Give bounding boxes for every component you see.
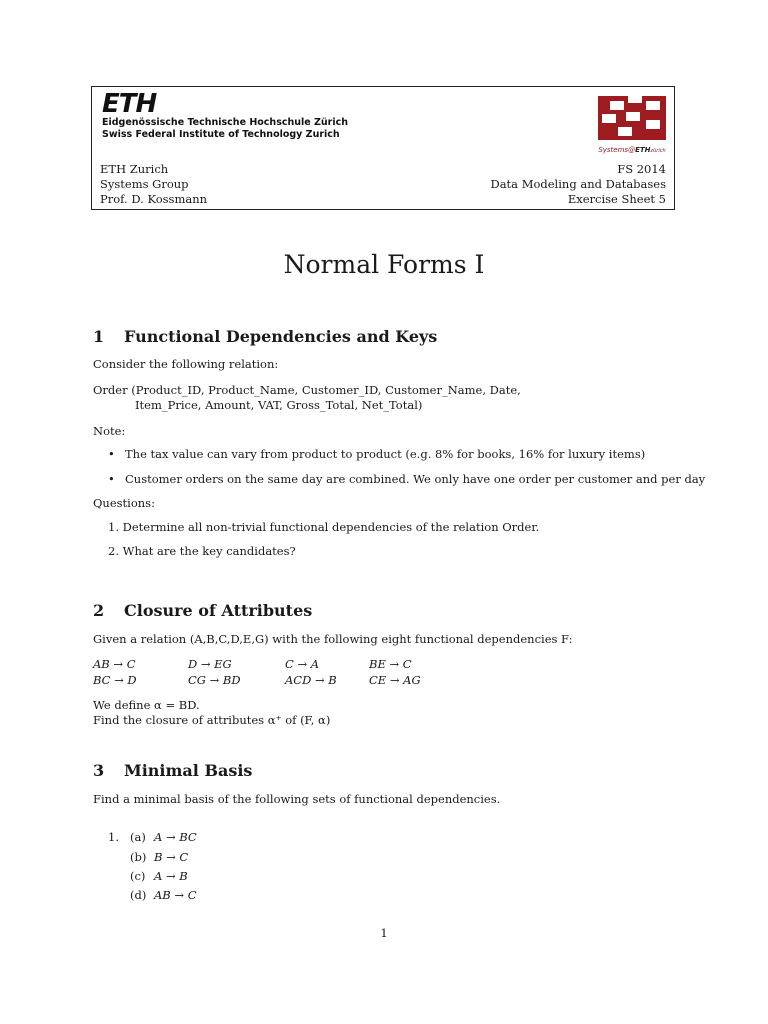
header-box [91, 86, 675, 210]
list-number: 1. [108, 830, 119, 844]
logo-white-tile [646, 120, 660, 129]
item-fd: A → BC [154, 830, 197, 844]
logo-white-tile [646, 101, 660, 110]
logo-white-tile [618, 127, 632, 136]
section-2-intro: Given a relation (A,B,C,D,E,G) with the following eight functional dependencies F: [93, 632, 573, 646]
caption-suffix: zürich [650, 148, 666, 154]
fd-entry: CG → BD [188, 673, 241, 687]
fd-entry: D → EG [188, 657, 232, 671]
section-3-title: Minimal Basis [124, 761, 253, 780]
systems-logo-graphic [596, 90, 668, 144]
header-left-info [100, 162, 207, 207]
caption-eth: ETH [635, 146, 651, 154]
section-1-number: 1 [93, 327, 105, 346]
section-3-intro: Find a minimal basis of the following sets of functional dependencies. [93, 792, 501, 806]
header-right-info [490, 162, 666, 207]
questions-label: Questions: [93, 496, 155, 510]
question-2: 2. What are the key candidates? [108, 544, 296, 558]
semester: FS 2014 [617, 162, 666, 176]
section-2-heading [93, 601, 312, 621]
systems-logo-caption [596, 146, 668, 154]
group: Systems Group [100, 177, 189, 191]
item-fd: B → C [154, 850, 189, 864]
closure-task: Find the closure of attributes α⁺ of (F, α) [93, 713, 331, 727]
section-1-heading [93, 327, 437, 347]
logo-white-tile [628, 94, 642, 103]
course-name: Data Modeling and Databases [490, 177, 666, 191]
section-2-number: 2 [93, 601, 105, 620]
eth-wordmark: ETH [102, 89, 157, 119]
item-label: (a) [130, 830, 146, 844]
fd-entry: CE → AG [369, 673, 421, 687]
relation-line-1: Order (Product_ID, Product_Name, Customer_ID, Customer_Name, Date, [93, 383, 521, 397]
fd-entry: AB → C [93, 657, 136, 671]
section-1-intro: Consider the following relation: [93, 357, 279, 371]
sheet-number: Exercise Sheet 5 [567, 192, 666, 206]
fd-entry: C → A [285, 657, 320, 671]
page-number: 1 [380, 926, 388, 940]
logo-white-tile [626, 112, 640, 121]
note-text: The tax value can vary from product to product (e.g. 8% for books, 16% for luxury items) [125, 447, 646, 461]
eth-line-english: Swiss Federal Institute of Technology Zurich [102, 129, 340, 140]
question-1: 1. Determine all non-trivial functional dependencies of the relation Order. [108, 520, 540, 534]
caption-prefix: Systems@ [598, 146, 636, 154]
item-fd: A → B [154, 869, 188, 883]
list-item [108, 472, 706, 487]
eth-line-german: Eidgenössische Technische Hochschule Zürich [102, 117, 348, 128]
bullet-icon: • [108, 447, 115, 461]
item-label: (c) [130, 869, 146, 883]
professor: Prof. D. Kossmann [100, 192, 208, 206]
note-label: Note: [93, 424, 126, 438]
logo-white-tile [602, 114, 616, 123]
eth-logo-icon [102, 91, 348, 141]
section-1-title: Functional Dependencies and Keys [124, 327, 438, 346]
item-fd: AB → C [154, 888, 197, 902]
fd-entry: ACD → B [285, 673, 337, 687]
alpha-definition: We define α = BD. [93, 698, 200, 712]
systems-eth-logo-icon [596, 90, 668, 154]
page-title: Normal Forms I [283, 250, 485, 279]
note-text: Customer orders on the same day are combined. We only have one order per customer and per day [125, 472, 706, 486]
institution: ETH Zurich [100, 162, 169, 176]
bullet-icon: • [108, 472, 115, 486]
relation-line-2: Item_Price, Amount, VAT, Gross_Total, Net_Total) [135, 398, 423, 412]
fd-entry: BC → D [93, 673, 137, 687]
list-item [108, 447, 646, 462]
fd-entry: BE → C [369, 657, 412, 671]
item-label: (d) [130, 888, 147, 902]
logo-white-tile [610, 101, 624, 110]
section-3-heading [93, 761, 252, 781]
section-2-title: Closure of Attributes [124, 601, 313, 620]
item-label: (b) [130, 850, 147, 864]
section-3-number: 3 [93, 761, 105, 780]
